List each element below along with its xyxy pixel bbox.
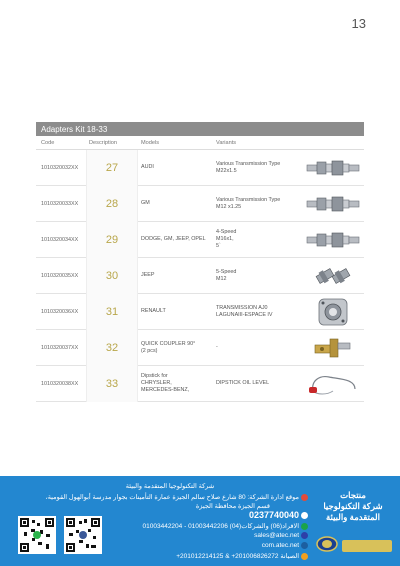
item-number: 30 <box>105 269 119 282</box>
table-body <box>36 150 364 402</box>
qr-code-left <box>18 516 56 554</box>
flange-adapter-icon <box>302 297 364 327</box>
variant-cell <box>214 197 302 211</box>
footer-company: شركة التكنولوجيا المتقدمة والبيئة <box>125 483 215 490</box>
description-cell <box>86 150 138 186</box>
variant-cell <box>214 161 302 175</box>
variant-line: M22x1.5 <box>216 167 237 174</box>
footer-address-2: قسم الجيزة محافظة الجيزة <box>195 503 270 510</box>
globe-icon <box>301 542 308 549</box>
description-cell <box>86 366 138 402</box>
part-code: 1010320033XX <box>41 200 79 207</box>
model-cell <box>138 200 214 207</box>
angled-adapter-pair-icon <box>302 263 364 289</box>
header-description: Description <box>89 139 117 146</box>
variant-line: Various Transmission Type <box>216 196 281 203</box>
variant-cell <box>214 229 302 250</box>
variant-line: Various Transmission Type <box>216 160 281 167</box>
adapters-table <box>36 122 364 402</box>
straight-adapter-icon <box>302 158 364 178</box>
table-row <box>36 294 364 330</box>
header-variants: Variants <box>216 139 237 146</box>
model-line: QUICK COUPLER 90° <box>141 340 196 347</box>
table-header <box>36 136 364 150</box>
qr-code-right <box>64 516 102 554</box>
part-code: 1010320037XX <box>41 344 79 351</box>
variant-cell <box>214 344 302 351</box>
table-row <box>36 150 364 186</box>
variant-cell <box>214 305 302 319</box>
variant-line: M12 x1.25 <box>216 203 242 210</box>
item-number: 33 <box>105 377 119 390</box>
table-row <box>36 222 364 258</box>
item-number: 31 <box>105 305 119 318</box>
wrench-icon <box>301 553 308 560</box>
quick-coupler-icon <box>302 335 364 361</box>
model-line: MERCEDES-BENZ, <box>141 387 190 393</box>
variant-cell <box>214 269 302 283</box>
variant-line: 5` <box>216 243 221 249</box>
model-line: CHRYSLER, <box>141 380 172 386</box>
model-cell <box>138 373 214 394</box>
kit-title: Adapters Kit 18-33 <box>36 122 364 136</box>
model-line: (2 pcs) <box>141 347 158 354</box>
straight-adapter-icon <box>302 194 364 214</box>
model-line: AUDI <box>141 164 154 170</box>
model-cell <box>138 236 214 243</box>
part-code: 1010320038XX <box>41 380 79 387</box>
footer-mobiles: الافراد(06) والشركات(04) 01003442206 - 01003442204 <box>143 522 308 530</box>
location-icon <box>301 494 308 501</box>
model-line: JEEP <box>141 272 155 278</box>
mobile-icon <box>301 523 308 530</box>
company-logo-icon <box>316 536 338 552</box>
item-number: 29 <box>105 233 119 246</box>
variant-line: DIPSTICK OIL LEVEL <box>216 380 270 386</box>
footer-address-1: موقع ادارة الشركة: 80 شارع صلاح سالم الجيزة عمارة التأمينات بجوار مدرسة أبوالهول القومية، <box>46 493 308 501</box>
table-row <box>36 258 364 294</box>
variant-line: TRANSMISSION AJ0 <box>216 304 268 311</box>
model-cell <box>138 308 214 315</box>
part-code: 1010320036XX <box>41 308 79 315</box>
footer-landline: 0237740040 <box>249 510 308 520</box>
variant-line: - <box>216 344 218 350</box>
description-cell <box>86 186 138 222</box>
brand-strip <box>342 540 392 552</box>
description-cell <box>86 222 138 258</box>
table-row <box>36 186 364 222</box>
header-models: Models <box>141 139 160 146</box>
item-number: 28 <box>105 197 119 210</box>
table-row <box>36 330 364 366</box>
phone-icon <box>301 512 308 519</box>
model-line: Dipstick for <box>141 373 168 379</box>
footer-website: com.atec.net <box>262 542 308 549</box>
dipstick-cable-icon <box>302 371 364 397</box>
variant-line: LAGUNAIII-ESPACE IV <box>216 311 273 318</box>
model-line: RENAULT <box>141 308 166 314</box>
variant-line: 5-Speed <box>216 268 237 275</box>
variant-cell <box>214 380 302 387</box>
part-code: 1010320032XX <box>41 164 79 171</box>
model-cell <box>138 164 214 171</box>
table-row <box>36 366 364 402</box>
footer-brand: منتجات شركة التكنولوجيا المتقدمة والبيئة <box>323 490 383 522</box>
part-code: 1010320035XX <box>41 272 79 279</box>
header-code: Code <box>41 139 55 146</box>
straight-adapter-icon <box>302 230 364 250</box>
email-icon <box>301 532 308 539</box>
description-cell <box>86 330 138 366</box>
model-cell <box>138 272 214 279</box>
variant-line: M12 <box>216 275 227 282</box>
model-line: DODGE, GM, JEEP, OPEL <box>141 236 206 242</box>
description-cell <box>86 258 138 294</box>
model-line: GM <box>141 200 150 206</box>
part-code: 1010320034XX <box>41 236 79 243</box>
item-number: 32 <box>105 341 119 354</box>
contact-footer <box>0 476 400 566</box>
footer-email: sales@atec.net <box>254 532 308 539</box>
variant-line: 4-Speed <box>216 229 237 235</box>
item-number: 27 <box>105 161 119 174</box>
variant-line: M16x1, <box>216 236 234 242</box>
page-number: 13 <box>351 16 366 31</box>
description-cell <box>86 294 138 330</box>
footer-maintenance: الصيانة 201006826272+ & 201012214125+ <box>176 552 308 560</box>
model-cell <box>138 341 214 355</box>
